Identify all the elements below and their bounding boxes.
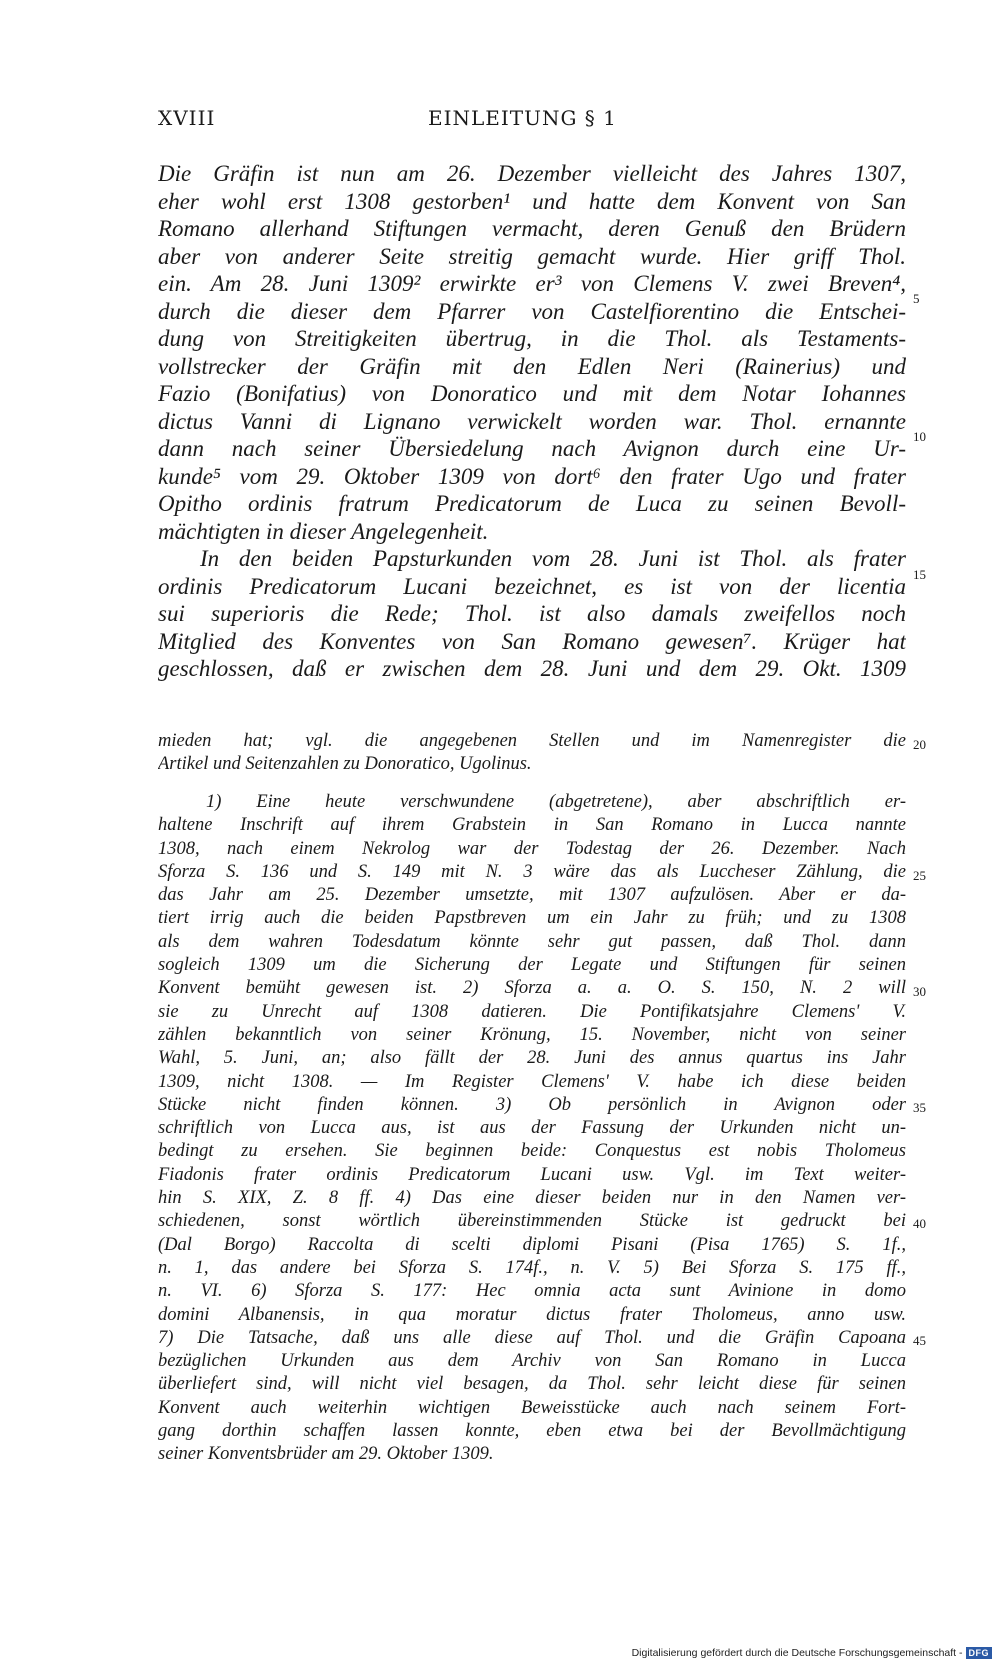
text-line: mächtigten in dieser Angelegenheit.	[158, 518, 489, 544]
text-line: ordinis Predicatorum Lucani bezeichnet, es ist von der licentia	[158, 573, 906, 599]
main-text	[158, 160, 906, 683]
text-line: dung von Streitigkeiten übertrug, in die Thol. als Testaments-	[158, 326, 906, 351]
footnote-line: hin S. XIX, Z. 8 ff. 4) Das eine dieser beiden nur in den Namen ver-	[158, 1188, 906, 1209]
text-line: Die Gräfin ist nun am 26. Dezember vielleicht des Jahres 1307,	[158, 161, 906, 186]
text-line: kunde⁵ vom 29. Oktober 1309 von dort⁶ den frater Ugo und frater	[158, 463, 906, 489]
footnote-line: n. VI. 6) Sforza S. 177: Hec omnia acta sunt Avinione in domo	[158, 1281, 906, 1302]
line-number: 5	[913, 291, 920, 306]
line-number: 35	[913, 1100, 926, 1115]
footnote-line: tiert irrig auch die beiden Papstbreven um ein Jahr zu früh; und zu 1308	[158, 908, 906, 929]
footnote-line: Artikel und Seitenzahlen zu Donoratico, Ugolinus.	[158, 754, 532, 775]
footnote-line: das Jahr am 25. Dezember umsetzte, mit 1307 aufzulösen. Aber er da-	[158, 885, 906, 906]
footnote-line: Fiadonis frater ordinis Predicatorum Lucani usw. Vgl. im Text weiter-	[158, 1164, 906, 1185]
footnote-line: mieden hat; vgl. die angegebenen Stellen und im Namenregister die	[158, 731, 906, 751]
footnote-line: n. 1, das andere bei Sforza S. 174f., n. V. 5) Bei Sforza S. 175 ff.,	[158, 1257, 906, 1278]
footnote-line: seiner Konventsbrüder am 29. Oktober 1309.	[158, 1444, 494, 1465]
text-line: durch die dieser dem Pfarrer von Castelfiorentino die Entschei-	[158, 298, 906, 324]
text-line: Opitho ordinis fratrum Predicatorum de Luca zu seinen Bevoll-	[158, 491, 906, 516]
dfg-logo: DFG	[966, 1647, 993, 1659]
line-number: 40	[913, 1216, 926, 1231]
text-line: ein. Am 28. Juni 1309² erwirkte er³ von Clemens V. zwei Breven⁴,	[158, 271, 906, 296]
footnote-line: Stücke nicht finden können. 3) Ob persönlich in Avignon oder	[158, 1094, 906, 1115]
footnote-line: gang dorthin schaffen lassen konnte, eben etwa bei der Bevollmächtigung	[158, 1421, 906, 1442]
footnote-line: Konvent auch weiterhin wichtigen Beweisstücke auch nach seinem Fort-	[158, 1397, 906, 1418]
text-line: Mitglied des Konventes von San Romano gewesen⁷. Krüger hat	[158, 628, 906, 654]
page-folio: XVIII	[158, 106, 216, 130]
text-line: geschlossen, daß er zwischen dem 28. Juni und dem 29. Okt. 1309	[158, 656, 906, 681]
text-line: eher wohl erst 1308 gestorben¹ und hatte dem Konvent von San	[158, 188, 906, 214]
line-number: 15	[913, 567, 926, 582]
footnote-line: haltene Inschrift auf ihrem Grabstein in San Romano in Lucca nannte	[158, 815, 906, 836]
footnote-line: 1) Eine heute verschwundene (abgetretene), aber abschriftlich er-	[206, 792, 906, 812]
footnote-line: 7) Die Tatsache, daß uns alle diese auf Thol. und die Gräfin Capoana	[158, 1327, 906, 1348]
footnote-line: sogleich 1309 um die Sicherung der Legate und Stiftungen für seinen	[158, 955, 906, 976]
line-number: 25	[913, 868, 926, 883]
footnote-line: bezüglichen Urkunden aus dem Archiv von San Romano in Lucca	[158, 1351, 906, 1372]
digitization-credit	[632, 1647, 992, 1659]
text-line: Romano allerhand Stiftungen vermacht, deren Genuß den Brüdern	[158, 216, 906, 241]
footnote-line: schriftlich von Lucca aus, ist aus der Fassung der Urkunden nicht un-	[158, 1118, 906, 1139]
footnote-line: schiedenen, sonst wörtlich übereinstimmenden Stücke ist gedruckt bei	[158, 1211, 906, 1232]
running-title: EINLEITUNG § 1	[428, 106, 617, 130]
footnote-line: sie zu Unrecht auf 1308 datieren. Die Pontifikatsjahre Clemens' V.	[158, 1001, 906, 1022]
footnote-line: 1308, nach einem Nekrolog war der Todestag der 26. Dezember. Nach	[158, 838, 906, 859]
footnote-line: Sforza S. 136 und S. 149 mit N. 3 wäre das als Luccheser Zählung, die	[158, 861, 906, 882]
text-line: aber von anderer Seite streitig gemacht wurde. Hier griff Thol.	[158, 243, 906, 269]
footnote-line: überliefert sind, will nicht viel besagen, da Thol. sehr leicht diese für seinen	[158, 1374, 906, 1395]
text-line: dictus Vanni di Lignano verwickelt worden war. Thol. ernannte	[158, 408, 906, 434]
footnote-line: zählen bekanntlich von seiner Krönung, 15. November, nicht von seiner	[158, 1024, 906, 1045]
line-number: 20	[913, 737, 926, 752]
footnote-continuation	[158, 730, 906, 777]
footnotes	[158, 791, 906, 1467]
footnote-line: Wahl, 5. Juni, an; also fällt der 28. Juni des annus quartus ins Jahr	[158, 1048, 906, 1069]
line-number: 30	[913, 984, 926, 999]
footnote-line: (Dal Borgo) Raccolta di scelti diplomi Pisani (Pisa 1765) S. 1f.,	[158, 1234, 906, 1255]
footnote-line: als dem wahren Todesdatum könnte sehr gut passen, daß Thol. dann	[158, 931, 906, 952]
text-line: sui superioris die Rede; Thol. ist also damals zweifellos noch	[158, 601, 906, 626]
text-line: In den beiden Papsturkunden vom 28. Juni ist Thol. als frater	[200, 546, 906, 571]
text-line: Fazio (Bonifatius) von Donoratico und mit dem Notar Iohannes	[158, 381, 906, 406]
footnote-line: Konvent bemüht gewesen ist. 2) Sforza a. a. O. S. 150, N. 2 will	[158, 978, 906, 999]
text-line: dann nach seiner Übersiedelung nach Avignon durch eine Ur-	[158, 436, 906, 461]
footnote-line: 1309, nicht 1308. — Im Register Clemens' V. habe ich diese beiden	[158, 1071, 906, 1092]
footnote-line: domini Albanensis, in qua moratur dictus frater Tholomeus, anno usw.	[158, 1304, 906, 1325]
footnote-line: bedingt zu ersehen. Sie beginnen beide: Conquestus est nobis Tholomeus	[158, 1141, 906, 1162]
line-number: 45	[913, 1333, 926, 1348]
credit-text: Digitalisierung gefördert durch die Deutsche Forschungsgemeinschaft -	[631, 1647, 963, 1659]
line-number: 10	[913, 429, 926, 444]
text-line: vollstrecker der Gräfin mit den Edlen Neri (Rainerius) und	[158, 353, 906, 379]
